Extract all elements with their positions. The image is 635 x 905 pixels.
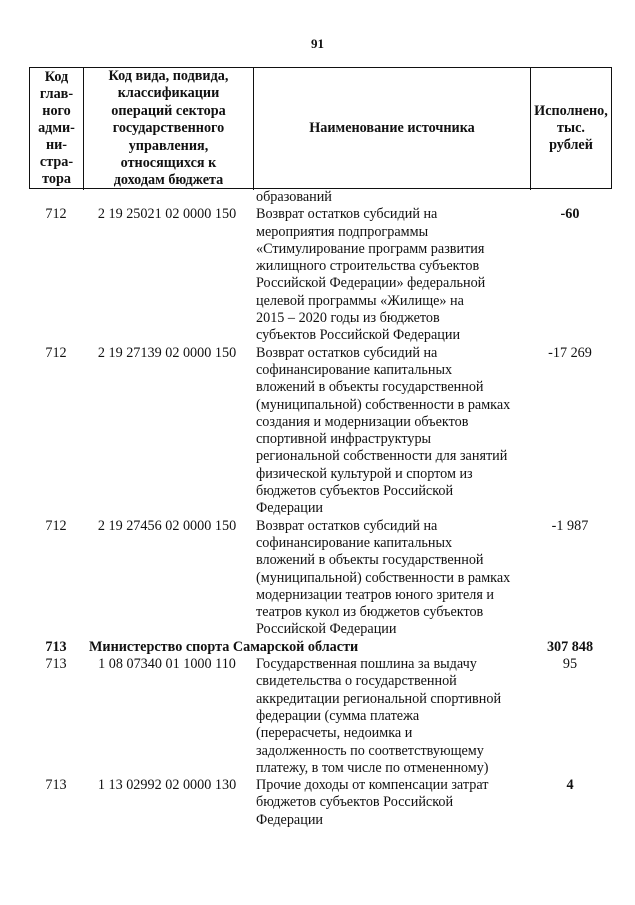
table-row [29,518,612,639]
income-code-cell: 2 19 25021 02 0000 150 [97,206,237,223]
admin-code-cell [29,189,83,206]
page-number: 91 [311,36,324,51]
table-row [29,189,612,206]
income-code-cell [83,189,253,206]
admin-code-cell: 712 [45,517,67,534]
table-header [29,67,612,189]
table-row [29,777,612,829]
amount-cell: 4 [566,777,574,794]
amount-cell: 95 [562,656,578,673]
source-name-cell: Прочие доходы от компенсации затрат бюджетов субъектов Российской Федерации [256,777,489,828]
income-code-cell: 1 13 02992 02 0000 130 [97,777,237,794]
table-row [29,656,612,777]
ministry-row [29,639,612,656]
header-admin-code: Код глав- ного адми- ни- стра- тора [30,68,84,190]
source-name-cell: Возврат остатков субсидий на софинансирование капитальных вложений в объекты государственной (муниципальной) собственности в рамках модернизации театров юного зрителя и театров кукол из бюджетов субъектов Российской Федерации [256,517,511,638]
table-body [29,189,612,829]
income-code-cell: 2 19 27139 02 0000 150 [97,344,237,361]
source-name-cell: Государственная пошлина за выдачу свидетельства о государственной аккредитации региональной спортивной федерации (сумма платежа (перерасчеты, недоимка и задолженность по соответствующему платежу, в том числе по отмененному) [256,656,502,776]
ministry-name: Министерство спорта Самарской области [89,638,359,655]
table-row [29,345,612,518]
ministry-admin-code: 713 [45,638,67,655]
amount-cell: -17 269 [548,344,592,361]
ministry-amount: 307 848 [546,638,594,655]
admin-code-cell: 712 [45,344,67,361]
income-code-cell: 2 19 27456 02 0000 150 [97,517,237,534]
amount-cell: -60 [560,206,580,223]
amount-cell [530,189,610,206]
source-name-cell: образований [256,189,332,205]
header-amount: Исполнено, тыс. рублей [534,103,608,154]
admin-code-cell: 713 [45,656,67,673]
admin-code-cell: 713 [45,777,67,794]
header-income-code: Код вида, подвида, классификации операций сектора государственного управления, относящихся к доходам бюджета [84,68,254,190]
income-code-cell: 1 08 07340 01 1000 110 [98,656,236,673]
table-row [29,206,612,344]
source-name-cell: Возврат остатков субсидий на софинансирование капитальных вложений в объекты государственной (муниципальной) собственности в рамках создания и модернизации объектов спортивной инфраструктуры региональной собственности для занятий физической культурой и спортом из бюджетов субъектов Российской Федерации [256,344,511,517]
source-name-cell: Возврат остатков субсидий на мероприятия подпрограммы «Стимулирование программ развития жилищного строительства субъектов Российской Федерации» федеральной целевой программы «Жилище» на 2015 – 2020 годы из бюджетов субъектов Российской Федерации [256,206,486,344]
amount-cell: -1 987 [551,517,589,534]
header-source-name: Наименование источника [254,68,531,190]
admin-code-cell: 712 [45,206,67,223]
